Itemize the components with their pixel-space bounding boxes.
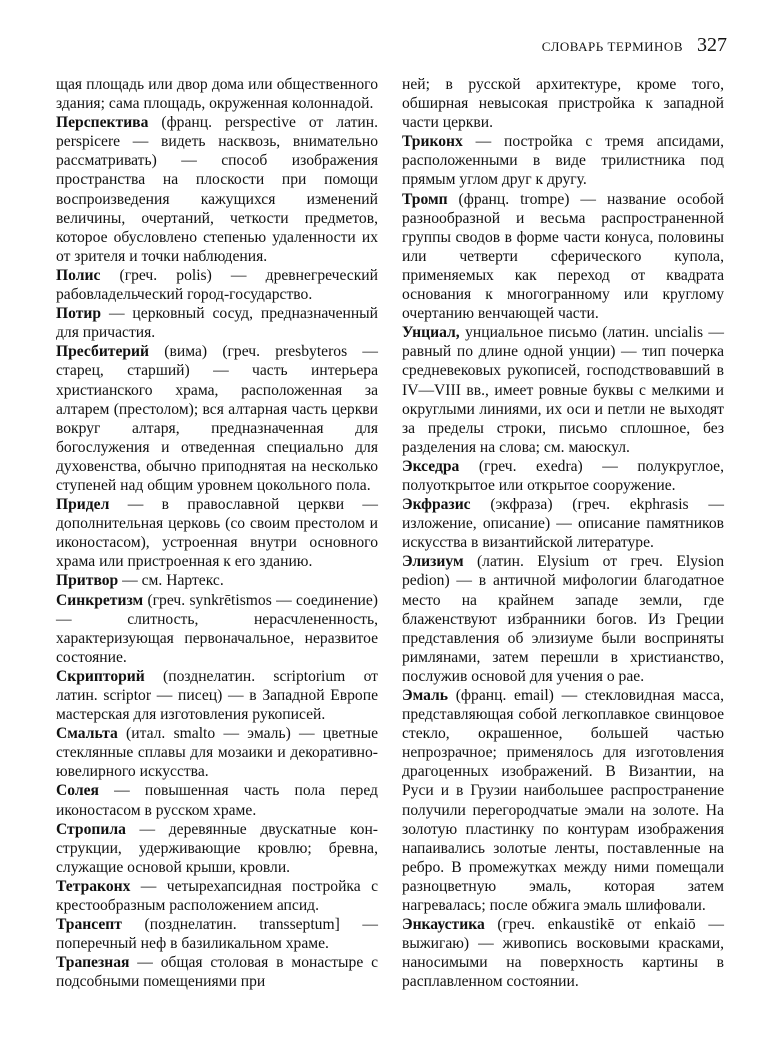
- entry-term: Элизиум: [402, 553, 464, 571]
- entry-term: Притвор: [56, 572, 119, 590]
- glossary-entry: [56, 571, 378, 590]
- entry-definition: — постройка с тремя апсидами, расположенными в виде трилистника под прямым углом друг к другу.: [402, 133, 724, 189]
- glossary-entry: [56, 877, 378, 915]
- entry-term: Потир: [56, 305, 102, 323]
- entry-term: Пресбитерий: [56, 343, 150, 361]
- entry-definition: (франц. trompe) — название особой разнообразной и весьма распространенной группы сводов в форме части конуса, половины или четверти сферического купола, применяемых как переход от квадрата основания к многогранному или круглому очертанию венчающей части.: [402, 190, 724, 323]
- entry-definition: (позднелатин. scriptorium от латин. scriptor — писец) — в Западной Европе мастерская для изготовления рукописей.: [56, 667, 378, 724]
- entry-term: Унциал,: [402, 324, 460, 342]
- entry-term: Энкаустика: [402, 916, 485, 934]
- entry-term: Триконх: [402, 133, 463, 151]
- glossary-entry: [402, 686, 724, 915]
- glossary-entry: [402, 495, 724, 552]
- entry-definition: — повышенная часть пола перед иконостасом в русском храме.: [56, 782, 378, 819]
- glossary-entry: [56, 781, 378, 819]
- glossary-entry: [56, 304, 378, 342]
- entry-definition: (франц. perspective от латин. perspicere — видеть насквозь, внимательно рассматривать) — способ изображения пространства на плоскости при помощи воспроизведения кажущихся изменений величины, очертаний, четкости предметов, которое обусловлено степенью удаленности их от зрителя и точки наблюдения.: [56, 114, 378, 265]
- entry-definition: ней; в русской архитектуре, кроме того, обширная невысокая пристройка к западной части церкви.: [402, 76, 724, 132]
- entry-definition: — деревянные двускатные конструкции, удерживающие кровлю; бревна, служащие основой крыши, кровли.: [56, 820, 378, 876]
- entry-definition: (греч. synkrētismos — соединение) — слитность, нерасчлененность, характеризующая первоначальное, неразвитое состояние.: [56, 591, 378, 666]
- entry-term: Тетраконх: [56, 877, 131, 895]
- entry-term: Эмаль: [402, 687, 449, 704]
- entry-term: Скрипторий: [56, 667, 145, 685]
- glossary-entry: [56, 591, 378, 667]
- entry-term: Экседра: [402, 457, 460, 475]
- glossary-entry: [56, 724, 378, 781]
- entry-term: Полис: [56, 266, 101, 284]
- entry-term: Синкретизм: [56, 591, 144, 609]
- entry-definition: — четырехапсидная постройка с крестообразным расположением апсид.: [56, 877, 378, 915]
- entry-definition: (греч. exedra) — полукруглое, полуоткрытое или открытое сооружение.: [402, 457, 724, 494]
- glossary-entry: [56, 953, 378, 991]
- running-head: СЛОВАРЬ ТЕРМИНОВ: [541, 39, 683, 54]
- glossary-entry: [402, 457, 724, 495]
- entry-term: Придел: [56, 496, 110, 514]
- glossary-entry: [56, 820, 378, 877]
- glossary-entry: [56, 75, 378, 113]
- entry-definition: — в православной церкви — дополнительная церковь (со своим престолом и иконостасом), устроенная внутри основного храма или пристроенная к его зданию.: [56, 496, 378, 571]
- entry-definition: (вима) (греч. presbyteros — старец, старший) — часть интерьера христианского храма, расположенная за алтарем (престолом); вся алтарная часть церкви вокруг алтаря, предназначенная для богослужения и отведенная специально для духовенства, обычно приподнятая на несколько ступеней над общим уровнем цокольного пола.: [56, 343, 378, 494]
- entry-definition: (позднелатин. transseptum] — поперечный неф в базиликальном храме.: [56, 916, 378, 953]
- entry-definition: (франц. email) — стекловидная масса, представляющая собой легкоплавкое свинцовое стекло, окрашенное, большей частью непрозрачное; применялось для изготовления драгоценных изображений. В Византии, на Руси и в Грузии наибольшее распространение получили перегородчатые эмали на золоте. На золотую пластинку по контурам изображения напаивались золотые ленты, поставленные на ребро. В промежутках между ними помещали разноцветную эмаль, которая затем нагревалась; после обжига эмаль шлифовали.: [402, 687, 724, 915]
- glossary-entry: [56, 495, 378, 571]
- entry-definition: (экфраза) (греч. ekphrasis — изложение, описание) — описание памятников искусства в византийской литературе.: [402, 496, 724, 552]
- entry-definition: — церковный сосуд, предназначенный для причастия.: [56, 305, 378, 342]
- entry-definition: — см. Нартекс.: [118, 572, 224, 590]
- entry-term: Трансепт: [56, 916, 122, 934]
- entry-term: Экфразис: [402, 496, 471, 514]
- entry-definition: (греч. enkaustikē от enkaiō — выжигаю) — живопись восковыми красками, наносимыми на поверхность картины в расплавленном состоянии.: [402, 916, 724, 991]
- glossary-entry: [402, 915, 724, 991]
- glossary-entry: [56, 915, 378, 953]
- entry-term: Тромп: [402, 190, 448, 208]
- glossary-entry: [402, 190, 724, 324]
- page-header: [542, 34, 727, 57]
- glossary-entry: [402, 323, 724, 457]
- glossary-entry: [402, 75, 724, 132]
- glossary-entry: [56, 113, 378, 266]
- glossary-entry: [56, 342, 378, 495]
- glossary-entry: [402, 132, 724, 189]
- entry-definition: щая площадь или двор дома или общественного здания; сама площадь, окруженная колоннадой.: [56, 76, 378, 113]
- entry-definition: (итал. smalto — эмаль) — цветные стеклянные сплавы для мозаики и декоративно-ювелирного искусства.: [56, 725, 378, 781]
- glossary-entry: [56, 266, 378, 304]
- entry-term: Солея: [56, 782, 99, 800]
- glossary-entry: [402, 552, 724, 686]
- right-column: [402, 75, 724, 992]
- entry-definition: (греч. polis) — древнегреческий рабовладельческий город-государство.: [56, 266, 378, 304]
- entry-definition: унциальное письмо (латин. uncialis — равный по длине одной унции) — тип почерка средневековых рукописей, господствовавший в IV—VIII вв., имеет ровные буквы с мелкими и округлыми линиями, их оси и петли не выходят за пределы строки, письмо сплошное, без разделения на слова; см. маюскул.: [402, 324, 724, 456]
- left-column: [56, 75, 378, 992]
- entry-term: Перспектива: [56, 114, 149, 132]
- entry-definition: — общая столовая в монастыре с подсобными помещениями при: [56, 954, 378, 991]
- page-number: 327: [697, 34, 727, 56]
- glossary-entry: [56, 667, 378, 724]
- entry-term: Трапезная: [56, 954, 130, 972]
- entry-term: Стропила: [56, 820, 126, 838]
- entry-definition: (латин. Elysium от греч. Elysion pedion) — в античной мифологии благодатное место на крайнем западе земли, где блаженствуют избранники богов. Из Греции представления об элизиуме были восприняты римлянами, затем перешли в христианство, послужив основой для учения о рае.: [402, 553, 724, 685]
- entry-term: Смальта: [56, 725, 118, 743]
